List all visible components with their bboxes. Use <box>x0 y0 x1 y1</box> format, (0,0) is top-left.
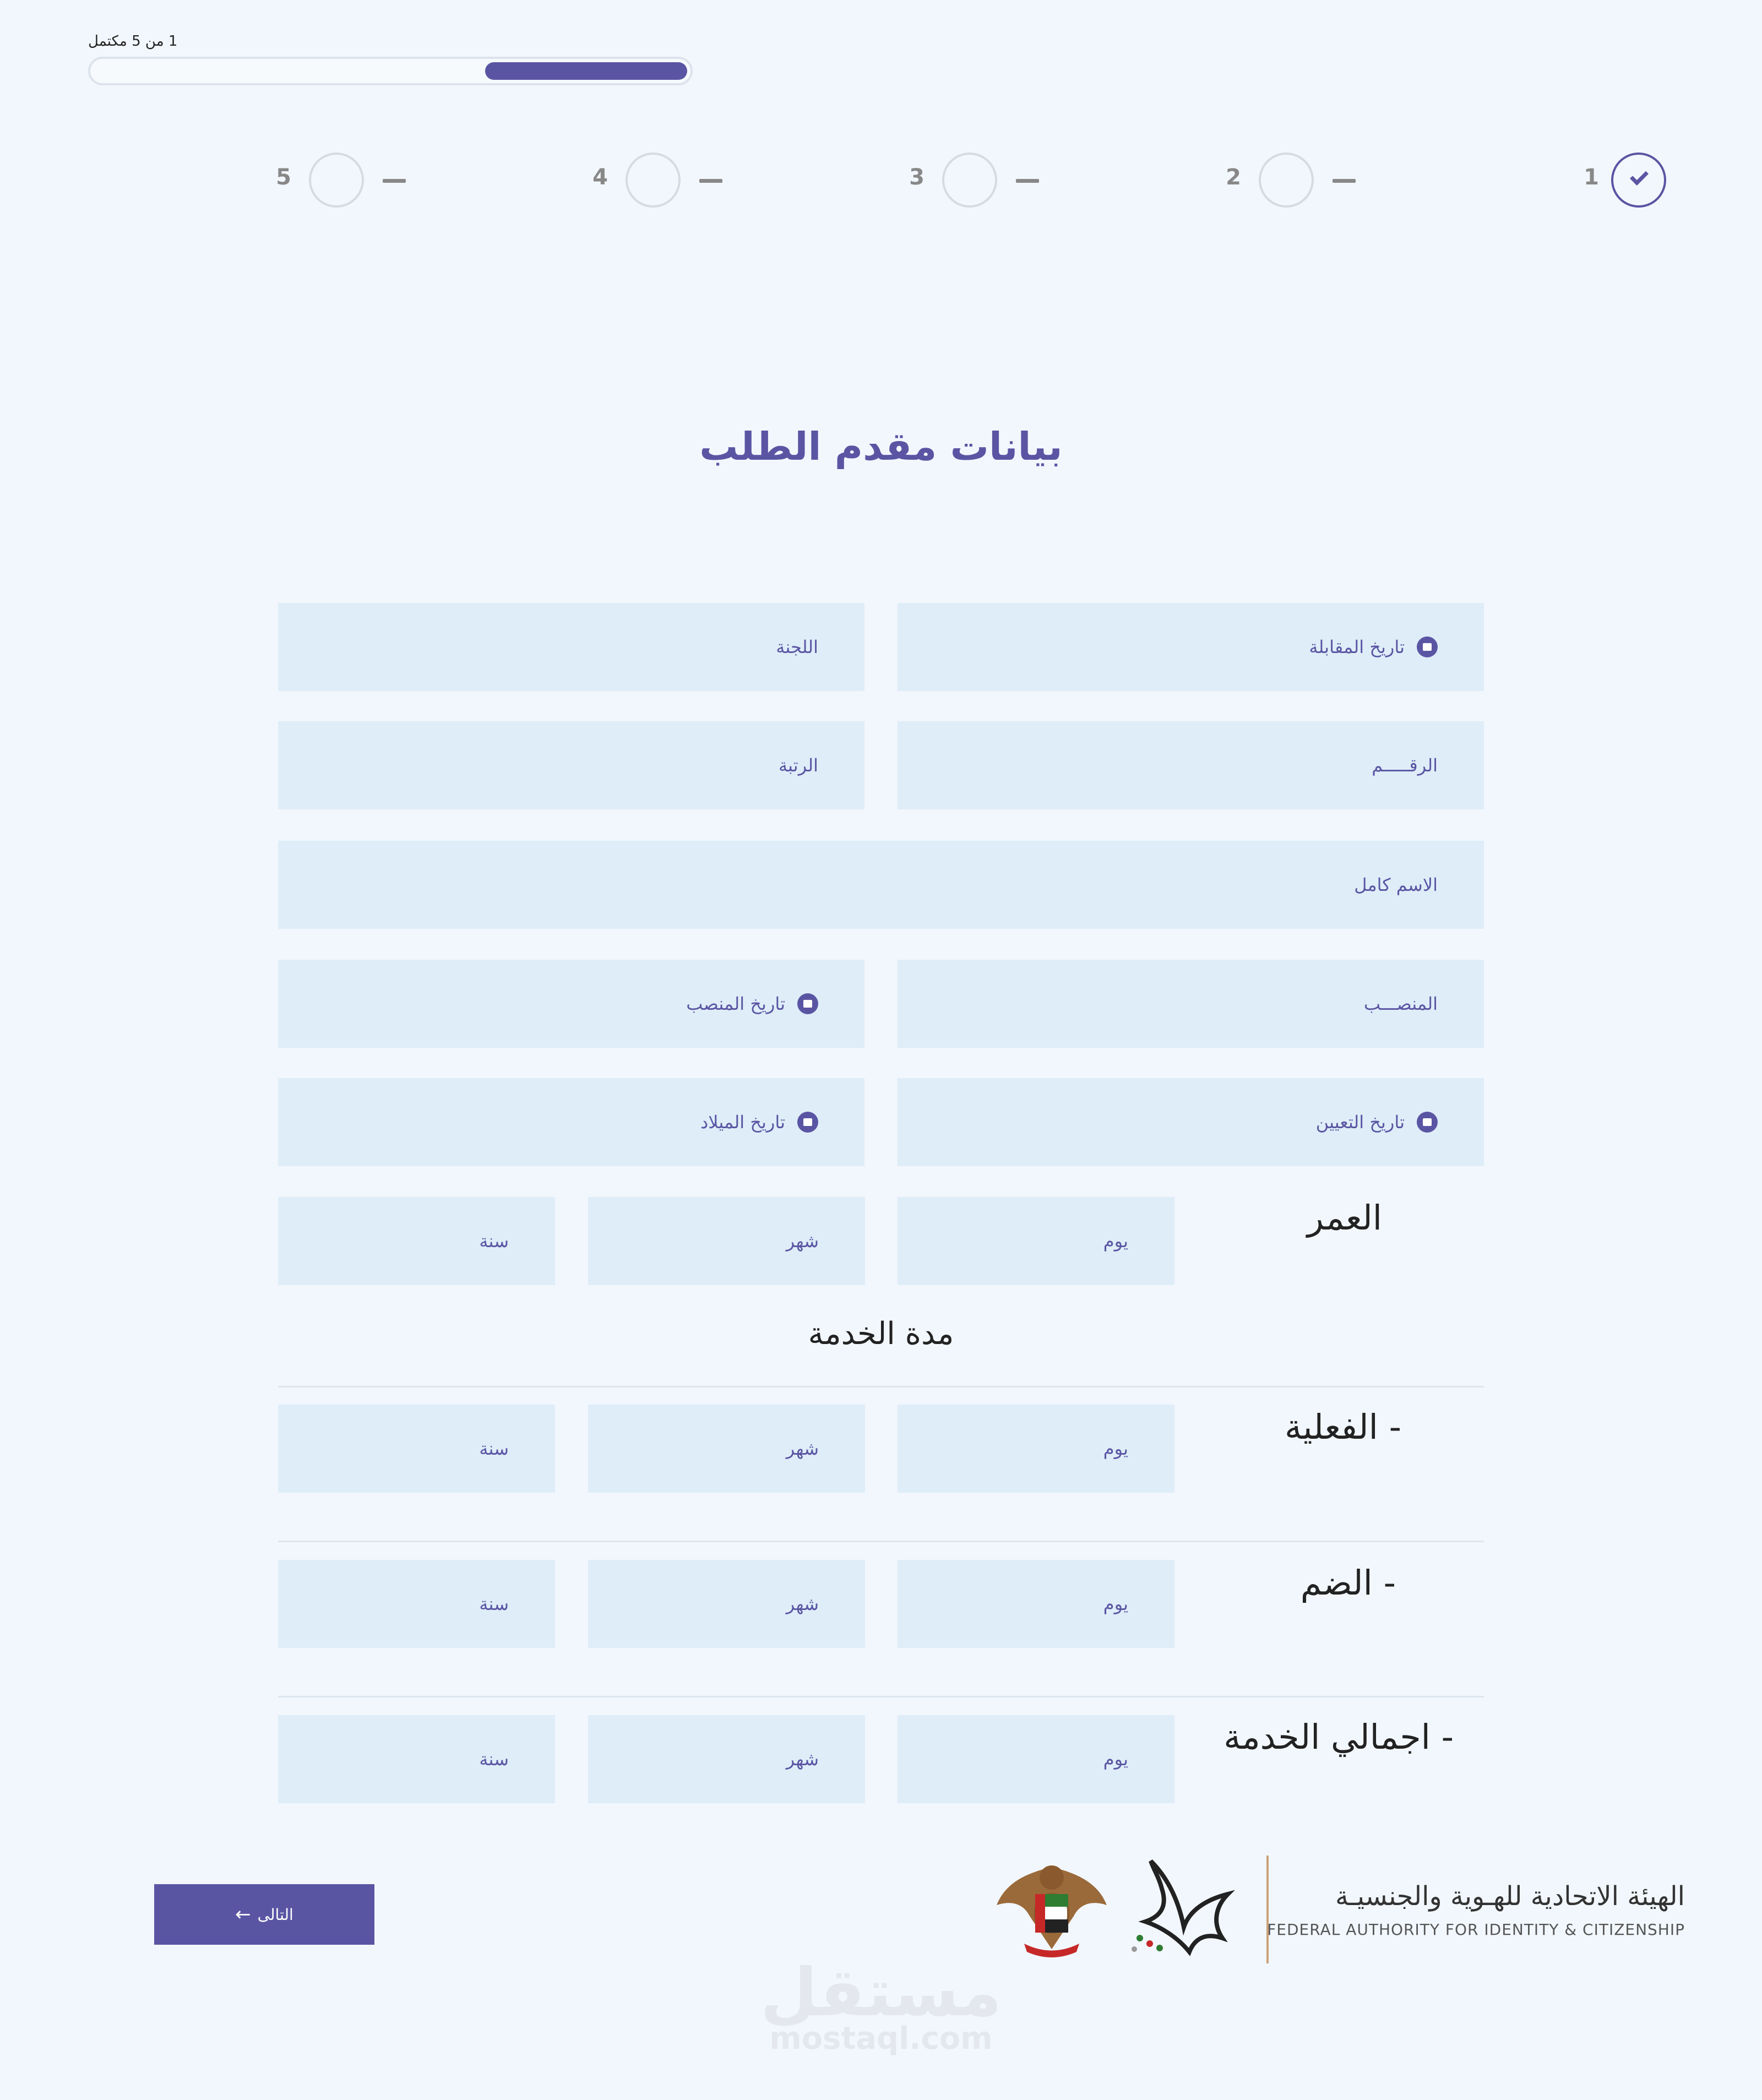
falcon-logo-icon <box>1129 1856 1255 1960</box>
appointment-date-field[interactable] <box>898 1078 1484 1166</box>
actual-day-field[interactable] <box>898 1405 1174 1493</box>
field-label: سنة <box>479 1438 509 1459</box>
step-number: 4 <box>592 165 608 190</box>
watermark-arabic: مستقل <box>760 1955 1002 2031</box>
total-day-field[interactable] <box>898 1715 1174 1803</box>
divider <box>278 1696 1484 1698</box>
actual-service-label: - الفعلية <box>1285 1407 1401 1447</box>
calendar-icon <box>797 993 818 1014</box>
emblem-icon <box>991 1856 1112 1960</box>
step-connector <box>699 179 722 183</box>
field-label: سنة <box>479 1749 509 1770</box>
total-year-field[interactable] <box>278 1715 555 1803</box>
field-label: الاسم كامل <box>1354 874 1438 895</box>
field-label: شهر <box>786 1749 819 1770</box>
field-label: تاريخ الميلاد <box>700 1112 785 1133</box>
field-label: تاريخ التعيين <box>1315 1112 1405 1133</box>
field-label: يوم <box>1103 1749 1128 1770</box>
field-label: يوم <box>1103 1438 1128 1459</box>
step-circle <box>626 153 681 208</box>
annexation-day-field[interactable] <box>898 1560 1174 1648</box>
number-field[interactable] <box>898 721 1484 809</box>
step-4[interactable] <box>589 153 727 208</box>
step-connector <box>383 179 406 183</box>
field-label: سنة <box>479 1231 509 1252</box>
field-label: شهر <box>786 1231 819 1252</box>
age-year-field[interactable] <box>278 1197 555 1285</box>
interview-date-field[interactable] <box>898 603 1484 691</box>
divider <box>278 1541 1484 1542</box>
arrow-left-icon: ← <box>235 1903 251 1925</box>
step-connector <box>1333 179 1356 183</box>
birth-date-field[interactable] <box>278 1078 864 1166</box>
position-field[interactable] <box>898 960 1484 1048</box>
authority-name-arabic: الهيئة الاتحادية للهـوية والجنسيـة <box>1335 1881 1685 1912</box>
rank-field[interactable] <box>278 721 864 809</box>
step-5[interactable] <box>273 153 410 208</box>
step-1[interactable] <box>1580 153 1668 208</box>
field-label: تاريخ المقابلة <box>1309 636 1405 657</box>
field-label: المنصـــب <box>1363 993 1438 1014</box>
annexation-year-field[interactable] <box>278 1560 555 1648</box>
age-day-field[interactable] <box>898 1197 1174 1285</box>
calendar-icon <box>797 1112 818 1133</box>
progress-bar <box>88 57 693 85</box>
next-button[interactable] <box>154 1884 374 1945</box>
actual-year-field[interactable] <box>278 1405 555 1493</box>
step-2[interactable] <box>1222 153 1360 208</box>
authority-name-english: FEDERAL AUTHORITY FOR IDENTITY & CITIZENSHIP <box>1267 1921 1685 1939</box>
watermark-latin: mostaql.com <box>769 2021 993 2057</box>
step-circle <box>942 153 997 208</box>
step-circle <box>1611 153 1666 208</box>
calendar-icon <box>1417 636 1438 657</box>
check-icon <box>1630 167 1649 186</box>
field-label: الرتبة <box>778 755 818 776</box>
committee-field[interactable] <box>278 603 864 691</box>
page-title: بيانات مقدم الطلب <box>699 424 1063 469</box>
position-date-field[interactable] <box>278 960 864 1048</box>
step-connector <box>1016 179 1039 183</box>
calendar-icon <box>1417 1112 1438 1133</box>
field-label: الرقـــــم <box>1372 755 1438 776</box>
next-button-label: التالى <box>257 1905 293 1924</box>
field-label: سنة <box>479 1593 509 1614</box>
authority-logo <box>991 1850 1685 1966</box>
step-number: 2 <box>1226 165 1241 190</box>
field-label: اللجنة <box>776 636 818 657</box>
field-label: يوم <box>1103 1231 1128 1252</box>
service-section-title: مدة الخدمة <box>808 1316 954 1352</box>
step-circle <box>309 153 364 208</box>
annexation-month-field[interactable] <box>588 1560 865 1648</box>
annexation-label: - الضم <box>1300 1563 1396 1603</box>
step-number: 3 <box>909 165 924 190</box>
age-label: العمر <box>1307 1198 1382 1238</box>
step-circle <box>1259 153 1314 208</box>
total-month-field[interactable] <box>588 1715 865 1803</box>
full-name-field[interactable] <box>278 841 1484 929</box>
field-label: شهر <box>786 1593 819 1614</box>
age-month-field[interactable] <box>588 1197 865 1285</box>
progress-text: 1 من 5 مكتمل <box>88 33 178 50</box>
logo-separator <box>1266 1856 1269 1963</box>
field-label: تاريخ المنصب <box>686 993 785 1014</box>
step-number: 1 <box>1584 165 1599 190</box>
step-3[interactable] <box>906 153 1043 208</box>
divider <box>278 1386 1484 1388</box>
total-service-label: - اجمالي الخدمة <box>1223 1717 1454 1757</box>
actual-month-field[interactable] <box>588 1405 865 1493</box>
field-label: يوم <box>1103 1593 1128 1614</box>
progress-bar-fill <box>485 62 687 80</box>
step-number: 5 <box>276 165 291 190</box>
field-label: شهر <box>786 1438 819 1459</box>
